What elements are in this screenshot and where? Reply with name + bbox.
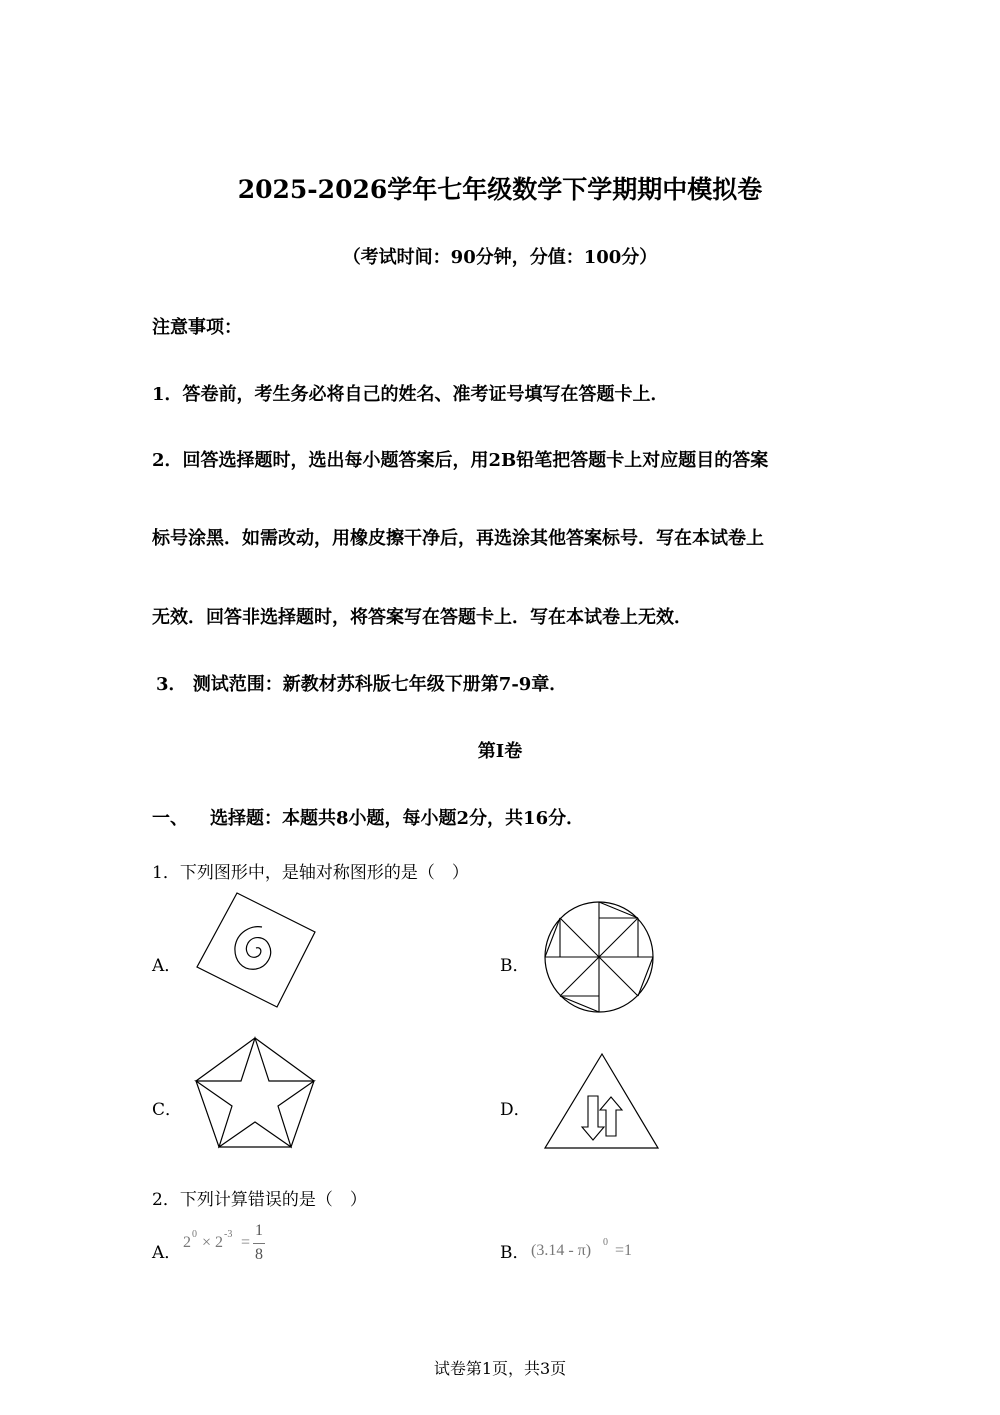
notes-item-2-line-2: 标号涂黑．如需改动，用橡皮擦干净后，再选涂其他答案标号．写在本试卷上 — [152, 528, 764, 549]
q2-option-b-expression — [531, 1238, 651, 1264]
q1-option-b-label: B． — [500, 956, 530, 976]
math-exponent: -3 — [224, 1229, 233, 1240]
q2-option-a-expression — [183, 1222, 273, 1268]
question-2-stem: 2．下列计算错误的是（ ） — [152, 1190, 367, 1210]
notes-item-1: 1．答卷前，考生务必将自己的姓名、准考证号填写在答题卡上． — [152, 384, 669, 405]
notes-heading: 注意事项： — [152, 317, 242, 338]
math-exponent: 0 — [192, 1229, 197, 1240]
q1-option-c-label: C． — [152, 1100, 183, 1120]
notes-item-3: 3． 测试范围：新教材苏科版七年级下册第7-9章． — [156, 674, 568, 695]
arrows-triangle-icon — [543, 1052, 661, 1152]
spiral-square-icon — [190, 890, 320, 1010]
question-1-stem: 1．下列图形中，是轴对称图形的是（ ） — [152, 863, 469, 883]
page-title: 2025-2026学年七年级数学下学期期中模拟卷 — [237, 175, 763, 204]
notes-item-2-line-1: 2．回答选择题时，选出每小题答案后，用2B铅笔把答题卡上对应题目的答案 — [152, 450, 769, 471]
exam-info: （考试时间：90分钟，分值：100分） — [342, 247, 658, 268]
math-base: 2 — [183, 1234, 191, 1251]
q2-option-b-label: B． — [500, 1243, 530, 1263]
section-heading: 选择题：本题共8小题，每小题2分，共16分． — [210, 808, 585, 829]
pinwheel-circle-icon — [540, 900, 658, 1015]
fraction-bar — [253, 1243, 265, 1244]
math-expression: (3.14 - π) — [531, 1242, 592, 1259]
page-footer: 试卷第1页，共3页 — [433, 1359, 567, 1378]
star-pentagon-icon — [193, 1035, 318, 1150]
volume-label: 第Ⅰ卷 — [477, 741, 523, 762]
q1-option-d-label: D． — [500, 1100, 531, 1120]
q2-option-a-label: A． — [152, 1243, 182, 1263]
q1-option-a-label: A． — [152, 956, 182, 976]
math-base: 2 — [215, 1234, 223, 1251]
fraction-numerator: 1 — [255, 1222, 263, 1239]
fraction-denominator: 8 — [255, 1246, 263, 1263]
section-number: 一、 — [152, 808, 188, 829]
math-exponent: 0 — [603, 1237, 608, 1248]
math-result: =1 — [615, 1242, 633, 1259]
notes-item-2-line-3: 无效．回答非选择题时，将答案写在答题卡上．写在本试卷上无效． — [152, 607, 692, 628]
math-equals: = — [241, 1234, 251, 1251]
math-times: × — [202, 1234, 212, 1251]
